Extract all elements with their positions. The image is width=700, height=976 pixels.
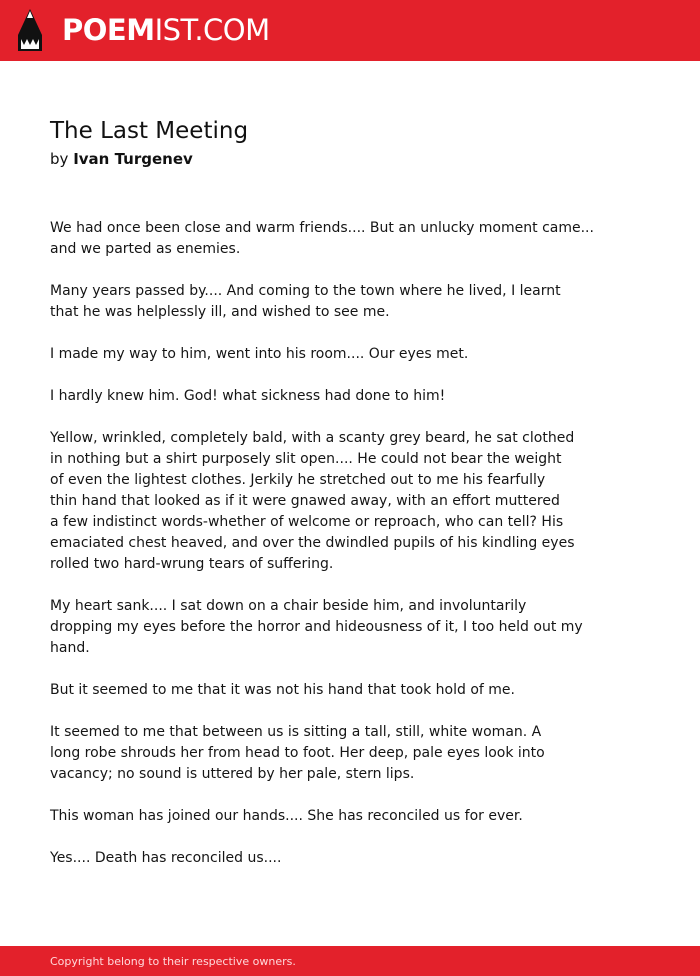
- poem-line: rolled two hard-wrung tears of suffering.: [50, 556, 334, 572]
- poem-line: I hardly knew him. God! what sickness had done to him!: [50, 388, 446, 404]
- poem-line: and we parted as enemies.: [50, 241, 241, 257]
- poem-stanza: [50, 722, 640, 785]
- poem-stanza: [50, 344, 640, 365]
- poem-line: dropping my eyes before the horror and hideousness of it, I too held out my: [50, 619, 583, 635]
- poem-line: a few indistinct words-whether of welcome or reproach, who can tell? His: [50, 514, 564, 530]
- pencil-tip-icon[interactable]: [18, 9, 42, 51]
- site-footer: [0, 946, 700, 976]
- poem-line: I made my way to him, went into his room.... Our eyes met.: [50, 346, 469, 362]
- poem-stanza: [50, 848, 640, 869]
- poem-line: This woman has joined our hands.... She has reconciled us for ever.: [50, 808, 523, 824]
- logo-bold-text: POEM: [62, 13, 155, 47]
- poem-stanza: [50, 596, 640, 659]
- poem-line: But it seemed to me that it was not his hand that took hold of me.: [50, 682, 515, 698]
- copyright-notice: Copyright belong to their respective owners.: [50, 955, 296, 968]
- poem-line: in nothing but a shirt purposely slit open.... He could not bear the weight: [50, 451, 562, 467]
- poem-line: of even the lightest clothes. Jerkily he stretched out to me his fearfully: [50, 472, 546, 488]
- poem-line: emaciated chest heaved, and over the dwindled pupils of his kindling eyes: [50, 535, 575, 551]
- site-header: [0, 0, 700, 61]
- poem-line: that he was helplessly ill, and wished to see me.: [50, 304, 390, 320]
- logo-light-text: IST.COM: [154, 13, 270, 47]
- poem-stanza: [50, 386, 640, 407]
- poem-line: Yellow, wrinkled, completely bald, with a scanty grey beard, he sat clothed: [50, 430, 575, 446]
- poem-line: It seemed to me that between us is sitting a tall, still, white woman. A: [50, 724, 542, 740]
- poem-stanza: [50, 218, 640, 260]
- author-name: Ivan Turgenev: [73, 150, 193, 168]
- poem-stanza: [50, 281, 640, 323]
- poem-body: [50, 218, 640, 890]
- site-logo[interactable]: [62, 13, 270, 47]
- poem-line: We had once been close and warm friends.... But an unlucky moment came...: [50, 220, 594, 236]
- poem-line: hand.: [50, 640, 90, 656]
- poem-title: The Last Meeting: [50, 118, 249, 144]
- poem-line: thin hand that looked as if it were gnawed away, with an effort muttered: [50, 493, 560, 509]
- poem-line: Yes.... Death has reconciled us....: [50, 850, 282, 866]
- poem-line: My heart sank.... I sat down on a chair beside him, and involuntarily: [50, 598, 527, 614]
- poem-stanza: [50, 680, 640, 701]
- poem-stanza: [50, 428, 640, 575]
- poem-line: long robe shrouds her from head to foot. Her deep, pale eyes look into: [50, 745, 545, 761]
- by-label: by: [50, 150, 69, 168]
- poem-line: vacancy; no sound is uttered by her pale, stern lips.: [50, 766, 415, 782]
- poem-line: Many years passed by.... And coming to the town where he lived, I learnt: [50, 283, 561, 299]
- byline: [50, 148, 193, 170]
- poem-stanza: [50, 806, 640, 827]
